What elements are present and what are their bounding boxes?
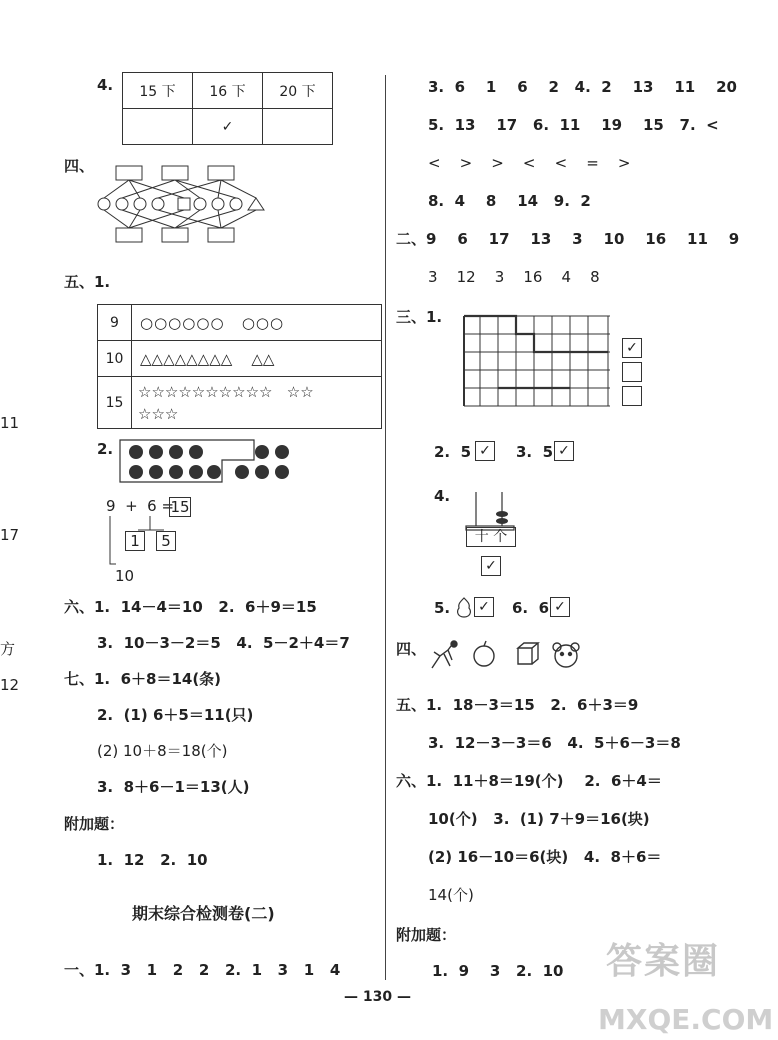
q4-checkbox: ✓	[481, 556, 501, 576]
sec6-line2: 3. 10－3－2＝5 4. 5－2＋4＝7	[97, 634, 350, 652]
watermark-logo: 答案圈	[606, 941, 721, 982]
right-q6: 6. 6	[512, 599, 550, 617]
grid-diagram	[462, 314, 612, 409]
right-sec6-line4: 14(个)	[428, 886, 474, 904]
answer-checkbox	[622, 362, 642, 382]
right-sec6-line3: (2) 16－10＝6(块) 4. 8＋6＝	[428, 848, 662, 866]
q3-checkbox: ✓	[554, 441, 574, 461]
margin-fragment: 17	[0, 526, 20, 544]
sec4-label: 四、	[64, 157, 95, 175]
right-sec5-line2: 3. 12－3－3＝6 4. 5＋6－3＝8	[428, 734, 681, 752]
right-q5: 5.	[434, 599, 451, 617]
pear-icon	[454, 596, 474, 618]
q4-answer	[123, 109, 193, 145]
right-sec6-line2: 10(个) 3. (1) 7＋9＝16(块)	[428, 810, 650, 828]
margin-fragment: 11	[0, 414, 20, 432]
matching-diagram	[96, 162, 276, 248]
q4-answer: ✓	[193, 109, 263, 145]
extra-answers: 1. 12 2. 10	[97, 851, 208, 869]
split-sum: 10	[115, 567, 135, 585]
row-number: 15	[98, 377, 132, 429]
sec7-line4: 3. 8＋6－1＝13(人)	[97, 778, 250, 796]
sec5-table	[97, 304, 382, 429]
watermark-url: MXQE.COM	[598, 1003, 774, 1036]
right-q4: 4.	[434, 487, 451, 505]
addition-expression: 9 + 6 =	[106, 497, 175, 515]
right-line5: 二、9 6 17 13 3 10 16 11 9	[396, 230, 740, 248]
q2-checkbox: ✓	[475, 441, 495, 461]
q6-checkbox: ✓	[550, 597, 570, 617]
circles-group-b: ○○○	[241, 313, 285, 332]
stars-group-a: ☆☆☆☆☆☆☆☆☆☆	[138, 382, 273, 401]
q4-header: 16 下	[193, 73, 263, 109]
q4-header: 20 下	[263, 73, 333, 109]
stars-group-c: ☆☆☆	[138, 404, 179, 423]
q4-answer	[263, 109, 333, 145]
split-box-a: 1	[125, 531, 145, 551]
right-line4: 8. 4 8 14 9. 2	[428, 192, 591, 210]
page-number: — 130 —	[344, 989, 411, 1005]
right-q3: 3. 5	[516, 443, 554, 461]
sec7-line3: (2) 10＋8＝18(个)	[97, 742, 228, 760]
abacus-icon	[464, 490, 516, 530]
right-line1: 3. 6 1 6 2 4. 2 13 11 20	[428, 78, 737, 96]
right-extra-answers: 1. 9 3 2. 10	[432, 962, 564, 980]
answer-checkbox-checked: ✓	[622, 338, 642, 358]
sec7-line1: 七、1. 6＋8＝14(条)	[64, 670, 222, 688]
right-sec4-label: 四、	[396, 640, 427, 658]
column-divider	[385, 75, 386, 980]
q4-header: 15 下	[123, 73, 193, 109]
pictures-row	[428, 638, 593, 672]
exam-title: 期末综合检测卷(二)	[132, 904, 275, 923]
right-sec3-label: 三、1.	[396, 308, 443, 326]
right-line3: < > > < < = >	[428, 154, 631, 172]
sec5-label: 五、1.	[64, 273, 111, 291]
margin-fragment: 方	[0, 640, 16, 658]
right-q2: 2. 5	[434, 443, 472, 461]
sec6-line1: 六、1. 14－4＝10 2. 6＋9＝15	[64, 598, 317, 616]
abacus-label: 十 个	[466, 527, 516, 547]
right-sec6-line1: 六、1. 11＋8＝19(个) 2. 6＋4＝	[396, 772, 662, 790]
circles-group-a: ○○○○○○	[140, 313, 225, 332]
sec1-line: 一、1. 3 1 2 2 2. 1 3 1 4	[64, 961, 341, 979]
right-line6: 3 12 3 16 4 8	[428, 268, 600, 286]
triangles-group-a: △△△△△△△△	[140, 349, 233, 368]
q5-checkbox: ✓	[474, 597, 494, 617]
row-number: 10	[98, 341, 132, 377]
sum-box: 15	[170, 498, 190, 516]
triangles-group-b: △△	[251, 349, 275, 368]
right-sec5-line1: 五、1. 18－3＝15 2. 6＋3＝9	[396, 696, 639, 714]
q4-table	[122, 72, 333, 145]
margin-fragment: 12	[0, 676, 20, 694]
sec7-line2: 2. (1) 6＋5＝11(只)	[97, 706, 254, 724]
right-extra-label: 附加题：	[396, 926, 457, 944]
right-line2: 5. 13 17 6. 11 19 15 7. <	[428, 116, 719, 134]
flowers-diagram	[118, 438, 293, 488]
stars-group-b: ☆☆	[286, 382, 314, 401]
extra-label: 附加题：	[64, 815, 125, 833]
answer-checkbox	[622, 386, 642, 406]
sec5-q2: 2.	[97, 440, 114, 458]
q4-number: 4.	[97, 76, 114, 94]
row-number: 9	[98, 305, 132, 341]
split-box-b: 5	[156, 531, 176, 551]
